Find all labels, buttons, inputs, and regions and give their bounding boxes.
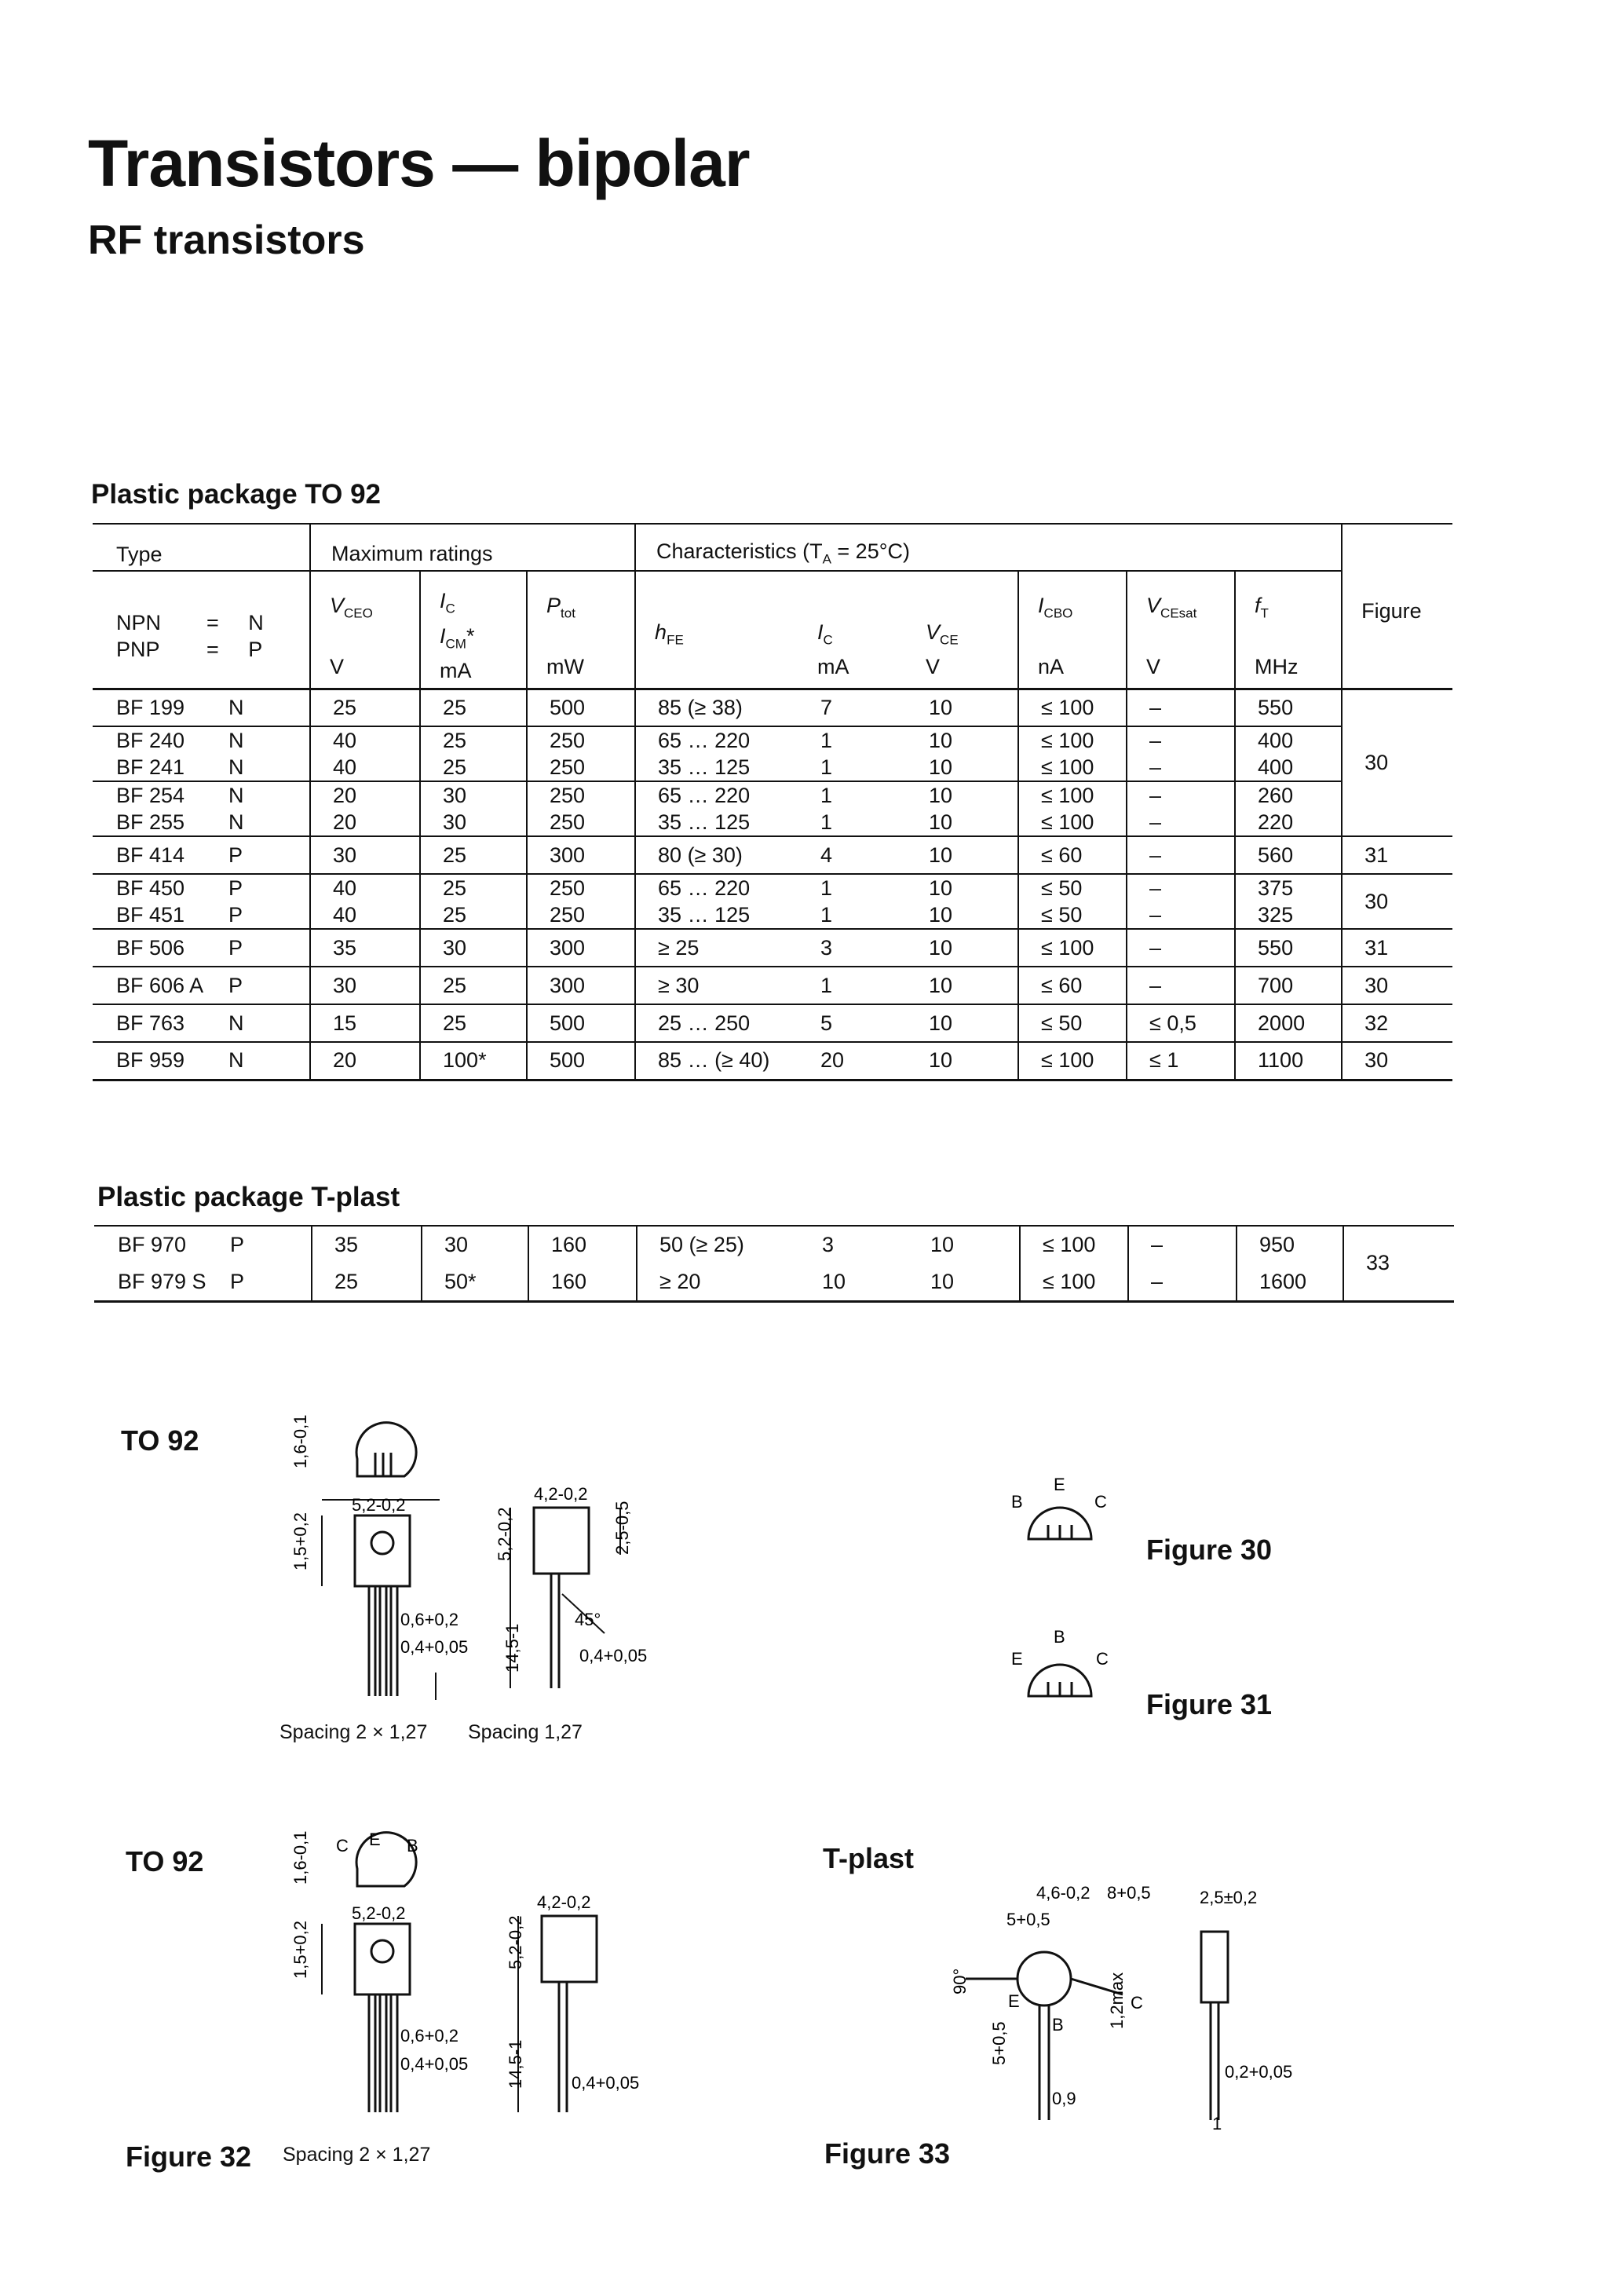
- header-vce: $V_{CE}$ V: [926, 620, 959, 678]
- cell-vcesat: –: [1127, 726, 1235, 754]
- pin-e-label-31: E: [1011, 1649, 1023, 1669]
- cell-polarity: P: [230, 1233, 245, 1256]
- pin-e-label-32: E: [369, 1830, 381, 1849]
- dim-0-6: 0,6+0,2: [400, 1610, 459, 1629]
- to92-side-drawing-a: [487, 1476, 675, 1727]
- dim-5-2: 5,2-0,2: [352, 1495, 406, 1515]
- cell-vce: 10: [929, 973, 953, 997]
- cell-ic2: 20: [820, 1048, 845, 1073]
- cell-vceo: 20: [310, 1042, 420, 1080]
- cell-ptot: 160: [528, 1226, 637, 1263]
- spacing-note-b: Spacing 1,27: [468, 1721, 583, 1743]
- cell-hfe: 85 … (≥ 40): [635, 1042, 798, 1080]
- cell-icbo: ≤ 100: [1018, 929, 1127, 967]
- cell-vcesat: –: [1127, 689, 1235, 726]
- cell-icbo: ≤ 50: [1018, 1004, 1127, 1042]
- pin-b-label: B: [1011, 1492, 1023, 1512]
- cell-ic: 30: [422, 1226, 528, 1263]
- cell-polarity: N: [228, 810, 244, 834]
- cell-hfe: ≥ 20: [637, 1263, 800, 1301]
- cell-vce: 10: [930, 1269, 955, 1293]
- dim-0-6-b: 0,6+0,2: [400, 2026, 459, 2046]
- cell-ft: 550: [1235, 929, 1342, 967]
- cell-vceo: 20: [310, 781, 420, 809]
- section-title-tplast: Plastic package T-plast: [97, 1182, 400, 1212]
- cell-vce: 10: [929, 728, 953, 752]
- cell-vcesat: –: [1127, 874, 1235, 901]
- cell-ft: 400: [1235, 726, 1342, 754]
- cell-hfe: 80 (≥ 30): [635, 836, 798, 874]
- cell-vce: 10: [929, 755, 953, 779]
- header-vcesat: $V_{CEsat}$ V: [1127, 571, 1235, 689]
- pin-c-label-32: C: [336, 1836, 349, 1855]
- cell-polarity: P: [230, 1269, 245, 1293]
- cell-ptot: 500: [527, 1004, 635, 1042]
- cell-vcesat: –: [1128, 1263, 1237, 1301]
- cell-vceo: 35: [310, 929, 420, 967]
- dim-1-5: 1,5+0,2: [290, 1512, 310, 1570]
- table-row: [93, 689, 1452, 726]
- cell-ic2: 1: [820, 876, 833, 900]
- cell-ic: 25: [420, 836, 527, 874]
- cell-ptot: 300: [527, 836, 635, 874]
- cell-vcesat: –: [1127, 967, 1235, 1004]
- cell-type: BF 241: [116, 755, 185, 779]
- cell-ic2: 1: [820, 973, 833, 997]
- cell-ft: 700: [1235, 967, 1342, 1004]
- cell-icbo: ≤ 60: [1018, 967, 1127, 1004]
- cell-polarity: P: [228, 973, 243, 997]
- cell-vceo: 35: [312, 1226, 422, 1263]
- cell-vceo: 40: [310, 754, 420, 781]
- cell-icbo: ≤ 100: [1018, 754, 1127, 781]
- to92-side-drawing-b: [487, 1885, 644, 2120]
- cell-ft: 950: [1237, 1226, 1343, 1263]
- tplast-table: [94, 1225, 1454, 1303]
- cell-vce: 10: [929, 810, 953, 834]
- figure31-pinout: [1005, 1625, 1123, 1720]
- cell-icbo: ≤ 100: [1020, 1226, 1128, 1263]
- cell-ft: 400: [1235, 754, 1342, 781]
- cell-type: BF 979 S: [118, 1269, 206, 1293]
- dim-14-5: 14,5-1: [502, 1623, 522, 1673]
- cell-ptot: 160: [528, 1263, 637, 1301]
- dim-5-2-side: 5,2-0,2: [495, 1507, 514, 1561]
- dim-5a: 5+0,5: [1006, 1910, 1050, 1929]
- header-figure: Figure: [1342, 524, 1452, 689]
- cell-ft: 325: [1235, 901, 1342, 929]
- spacing-note-c: Spacing 2 × 1,27: [283, 2144, 431, 2166]
- to92-label-a: TO 92: [121, 1424, 199, 1457]
- cell-polarity: N: [228, 695, 244, 719]
- cell-ic: 30: [420, 809, 527, 836]
- cell-type: BF 199: [116, 695, 185, 719]
- cell-ic: 30: [420, 929, 527, 967]
- cell-ic2: 3: [820, 935, 833, 960]
- cell-type: BF 506: [116, 935, 185, 960]
- cell-polarity: N: [228, 1011, 244, 1035]
- cell-ic2: 1: [820, 810, 833, 834]
- cell-ptot: 250: [527, 726, 635, 754]
- cell-vcesat: ≤ 1: [1127, 1042, 1235, 1080]
- header-npn-pnp: NPN PNP: [116, 610, 162, 661]
- cell-vceo: 40: [310, 726, 420, 754]
- cell-hfe: 25 … 250: [635, 1004, 798, 1042]
- spacing-note-a: Spacing 2 × 1,27: [279, 1721, 428, 1743]
- cell-polarity: N: [228, 755, 244, 779]
- cell-ic2: 1: [820, 783, 833, 807]
- table-row: [93, 809, 1452, 836]
- header-ptot: $P_{tot}$ mW: [527, 571, 635, 689]
- header-icbo: $I_{CBO}$ nA: [1018, 571, 1127, 689]
- table-row: [93, 836, 1452, 874]
- cell-vcesat: –: [1127, 901, 1235, 929]
- dim-4-2-b: 4,2-0,2: [537, 1892, 591, 1912]
- cell-vceo: 30: [310, 967, 420, 1004]
- cell-ptot: 250: [527, 754, 635, 781]
- cell-ft: 560: [1235, 836, 1342, 874]
- cell-hfe: 85 (≥ 38): [635, 689, 798, 726]
- cell-ic: 25: [420, 967, 527, 1004]
- cell-type: BF 959: [116, 1048, 185, 1073]
- cell-figure: 30: [1342, 689, 1452, 836]
- cell-icbo: ≤ 100: [1018, 809, 1127, 836]
- cell-icbo: ≤ 60: [1018, 836, 1127, 874]
- cell-ic: 100*: [420, 1042, 527, 1080]
- pin-e-label: E: [1054, 1475, 1065, 1494]
- dim-1: 1: [1212, 2114, 1222, 2133]
- cell-vceo: 40: [310, 901, 420, 929]
- table-row: [93, 874, 1452, 901]
- cell-vceo: 40: [310, 874, 420, 901]
- cell-polarity: N: [228, 728, 244, 752]
- to92-table: [93, 523, 1452, 1081]
- cell-type: BF 414: [116, 843, 185, 867]
- cell-figure: 32: [1342, 1004, 1452, 1042]
- table-row: [93, 1042, 1452, 1080]
- cell-figure: 31: [1342, 929, 1452, 967]
- cell-figure: 33: [1343, 1226, 1454, 1301]
- pin-b-label-31: B: [1054, 1627, 1065, 1647]
- header-ic: $I_C$ $I_{CM}*$ mA: [420, 571, 527, 689]
- cell-ic: 25: [420, 754, 527, 781]
- header-ft: $f_T$ MHz: [1235, 571, 1342, 689]
- cell-type: BF 255: [116, 810, 185, 834]
- dim-2-5: 2,5-0,5: [612, 1501, 632, 1555]
- pin-c-label: C: [1094, 1492, 1107, 1512]
- table-row: [93, 1004, 1452, 1042]
- table-row: [93, 929, 1452, 967]
- cell-hfe: 65 … 220: [635, 874, 798, 901]
- cell-ic2: 10: [822, 1269, 846, 1293]
- dim-2-5-t: 2,5±0,2: [1200, 1888, 1258, 1907]
- cell-ic: 25: [420, 874, 527, 901]
- cell-ptot: 250: [527, 901, 635, 929]
- cell-ic2: 5: [820, 1011, 833, 1035]
- cell-ic2: 1: [820, 902, 833, 927]
- cell-ft: 220: [1235, 809, 1342, 836]
- cell-ft: 375: [1235, 874, 1342, 901]
- cell-polarity: P: [228, 935, 243, 960]
- figure30-label: Figure 30: [1146, 1534, 1273, 1566]
- cell-ft: 550: [1235, 689, 1342, 726]
- cell-hfe: ≥ 30: [635, 967, 798, 1004]
- cell-vceo: 25: [310, 689, 420, 726]
- dim-14-5-b: 14,5-1: [506, 2039, 525, 2089]
- cell-figure: 31: [1342, 836, 1452, 874]
- cell-vcesat: –: [1128, 1226, 1237, 1263]
- dim-90: 90°: [950, 1968, 970, 1994]
- cell-hfe: 35 … 125: [635, 809, 798, 836]
- cell-icbo: ≤ 100: [1018, 689, 1127, 726]
- header-ic2: $I_C$ mA: [817, 620, 849, 678]
- to92-label-b: TO 92: [126, 1845, 204, 1877]
- cell-hfe: 35 … 125: [635, 754, 798, 781]
- pin-c-label-33: C: [1131, 1993, 1143, 2013]
- cell-vcesat: –: [1127, 929, 1235, 967]
- cell-icbo: ≤ 100: [1018, 726, 1127, 754]
- cell-polarity: P: [228, 876, 243, 900]
- header-type: Type: [116, 542, 163, 566]
- dim-0-4-side: 0,4+0,05: [579, 1646, 648, 1665]
- cell-figure: 30: [1342, 967, 1452, 1004]
- pin-c-label-31: C: [1096, 1649, 1109, 1669]
- pin-b-label-33: B: [1052, 2015, 1064, 2035]
- dim-0-4-side-b: 0,4+0,05: [572, 2073, 640, 2093]
- header-max-ratings: Maximum ratings: [310, 524, 635, 571]
- cell-vcesat: –: [1127, 836, 1235, 874]
- cell-ptot: 250: [527, 781, 635, 809]
- cell-vce: 10: [929, 1011, 953, 1035]
- cell-ptot: 300: [527, 967, 635, 1004]
- dim-0-2: 0,2+0,05: [1225, 2062, 1293, 2082]
- header-hfe: $h_{FE}$: [635, 571, 798, 689]
- cell-ic2: 7: [820, 695, 833, 719]
- dim-1-6-b: 1,6-0,1: [290, 1830, 310, 1885]
- cell-ic: 25: [420, 689, 527, 726]
- table-row: [93, 901, 1452, 929]
- dim-4-2: 4,2-0,2: [534, 1484, 588, 1504]
- cell-vceo: 20: [310, 809, 420, 836]
- section-title-to92: Plastic package TO 92: [91, 479, 382, 510]
- page-subtitle: RF transistors: [88, 218, 365, 263]
- cell-vce: 10: [929, 876, 953, 900]
- cell-icbo: ≤ 50: [1018, 901, 1127, 929]
- cell-vceo: 25: [312, 1263, 422, 1301]
- cell-ft: 260: [1235, 781, 1342, 809]
- cell-hfe: ≥ 25: [635, 929, 798, 967]
- cell-type: BF 254: [116, 783, 185, 807]
- header-characteristics: Characteristics $(T_A = 25^\circ C)$: [635, 524, 1342, 571]
- cell-icbo: ≤ 100: [1018, 1042, 1127, 1080]
- cell-vce: 10: [929, 843, 953, 867]
- cell-hfe: 50 (≥ 25): [637, 1226, 800, 1263]
- cell-icbo: ≤ 100: [1020, 1263, 1128, 1301]
- dim-0-4: 0,4+0,05: [400, 1637, 469, 1657]
- cell-polarity: N: [228, 1048, 244, 1073]
- cell-ft: 2000: [1235, 1004, 1342, 1042]
- cell-vce: 10: [929, 935, 953, 960]
- dim-4-6: 4,6-0,2: [1036, 1883, 1090, 1903]
- cell-ic: 25: [420, 1004, 527, 1042]
- table-row: [94, 1226, 1454, 1263]
- cell-ic: 30: [420, 781, 527, 809]
- cell-vce: 10: [929, 783, 953, 807]
- cell-ptot: 250: [527, 809, 635, 836]
- cell-vceo: 15: [310, 1004, 420, 1042]
- tplast-drawing: [942, 1883, 1293, 2136]
- cell-ic: 50*: [422, 1263, 528, 1301]
- to92-front-drawing-b: [283, 1830, 471, 2136]
- cell-ic2: 1: [820, 728, 833, 752]
- header-polarity: = N = P: [206, 610, 264, 661]
- dim-0-9: 0,9: [1052, 2089, 1076, 2108]
- cell-vce: 10: [929, 902, 953, 927]
- cell-ptot: 500: [527, 1042, 635, 1080]
- cell-ic: 25: [420, 726, 527, 754]
- cell-ft: 1100: [1235, 1042, 1342, 1080]
- header-vceo: $V_{CEO}$ V: [310, 571, 420, 689]
- cell-ptot: 500: [527, 689, 635, 726]
- cell-vcesat: ≤ 0,5: [1127, 1004, 1235, 1042]
- dim-5b: 5+0,5: [989, 2021, 1009, 2065]
- cell-ft: 1600: [1237, 1263, 1343, 1301]
- page-title: Transistors — bipolar: [88, 126, 750, 200]
- cell-ptot: 300: [527, 929, 635, 967]
- cell-type: BF 763: [116, 1011, 185, 1035]
- dim-1-6: 1,6-0,1: [290, 1414, 310, 1468]
- dim-5-2-side-b: 5,2-0,2: [506, 1915, 525, 1969]
- pin-e-label-33: E: [1008, 1991, 1020, 2011]
- cell-polarity: P: [228, 843, 243, 867]
- dim-1-5-b: 1,5+0,2: [290, 1920, 310, 1979]
- cell-figure: 30: [1342, 1042, 1452, 1080]
- cell-vce: 10: [929, 1048, 953, 1073]
- cell-type: BF 606 A: [116, 973, 204, 997]
- dim-0-4-b: 0,4+0,05: [400, 2054, 469, 2074]
- cell-hfe: 35 … 125: [635, 901, 798, 929]
- cell-hfe: 65 … 220: [635, 726, 798, 754]
- cell-ic2: 4: [820, 843, 833, 867]
- cell-figure: 30: [1342, 874, 1452, 929]
- cell-type: BF 451: [116, 902, 185, 927]
- cell-vcesat: –: [1127, 781, 1235, 809]
- dim-8: 8+0,5: [1107, 1883, 1151, 1903]
- pin-b-label-32: B: [407, 1836, 418, 1855]
- cell-type: BF 970: [118, 1233, 187, 1256]
- cell-vcesat: –: [1127, 754, 1235, 781]
- table-row: [93, 726, 1452, 754]
- cell-vceo: 30: [310, 836, 420, 874]
- tplast-label: T-plast: [823, 1842, 915, 1874]
- figure32-label: Figure 32: [126, 2141, 252, 2173]
- cell-ic2: 1: [820, 755, 833, 779]
- table-row: [94, 1263, 1454, 1301]
- table-row: [93, 754, 1452, 781]
- cell-vce: 10: [929, 695, 953, 719]
- cell-type: BF 450: [116, 876, 185, 900]
- cell-ptot: 250: [527, 874, 635, 901]
- dim-5-2-b: 5,2-0,2: [352, 1903, 406, 1923]
- cell-icbo: ≤ 100: [1018, 781, 1127, 809]
- table-row: [93, 967, 1452, 1004]
- to92-front-drawing-a: [283, 1414, 471, 1727]
- cell-hfe: 65 … 220: [635, 781, 798, 809]
- cell-polarity: N: [228, 783, 244, 807]
- dim-45: 45°: [575, 1610, 601, 1629]
- cell-vce: 10: [930, 1233, 955, 1256]
- cell-type: BF 240: [116, 728, 185, 752]
- cell-vcesat: –: [1127, 809, 1235, 836]
- figure33-label: Figure 33: [824, 2137, 951, 2170]
- table-row: [93, 781, 1452, 809]
- cell-ic: 25: [420, 901, 527, 929]
- cell-ic2: 3: [822, 1233, 835, 1256]
- figure30-pinout: [1005, 1476, 1123, 1563]
- figure31-label: Figure 31: [1146, 1688, 1273, 1720]
- dim-1-2: 1,2max: [1107, 1972, 1127, 2029]
- cell-icbo: ≤ 50: [1018, 874, 1127, 901]
- cell-polarity: P: [228, 902, 243, 927]
